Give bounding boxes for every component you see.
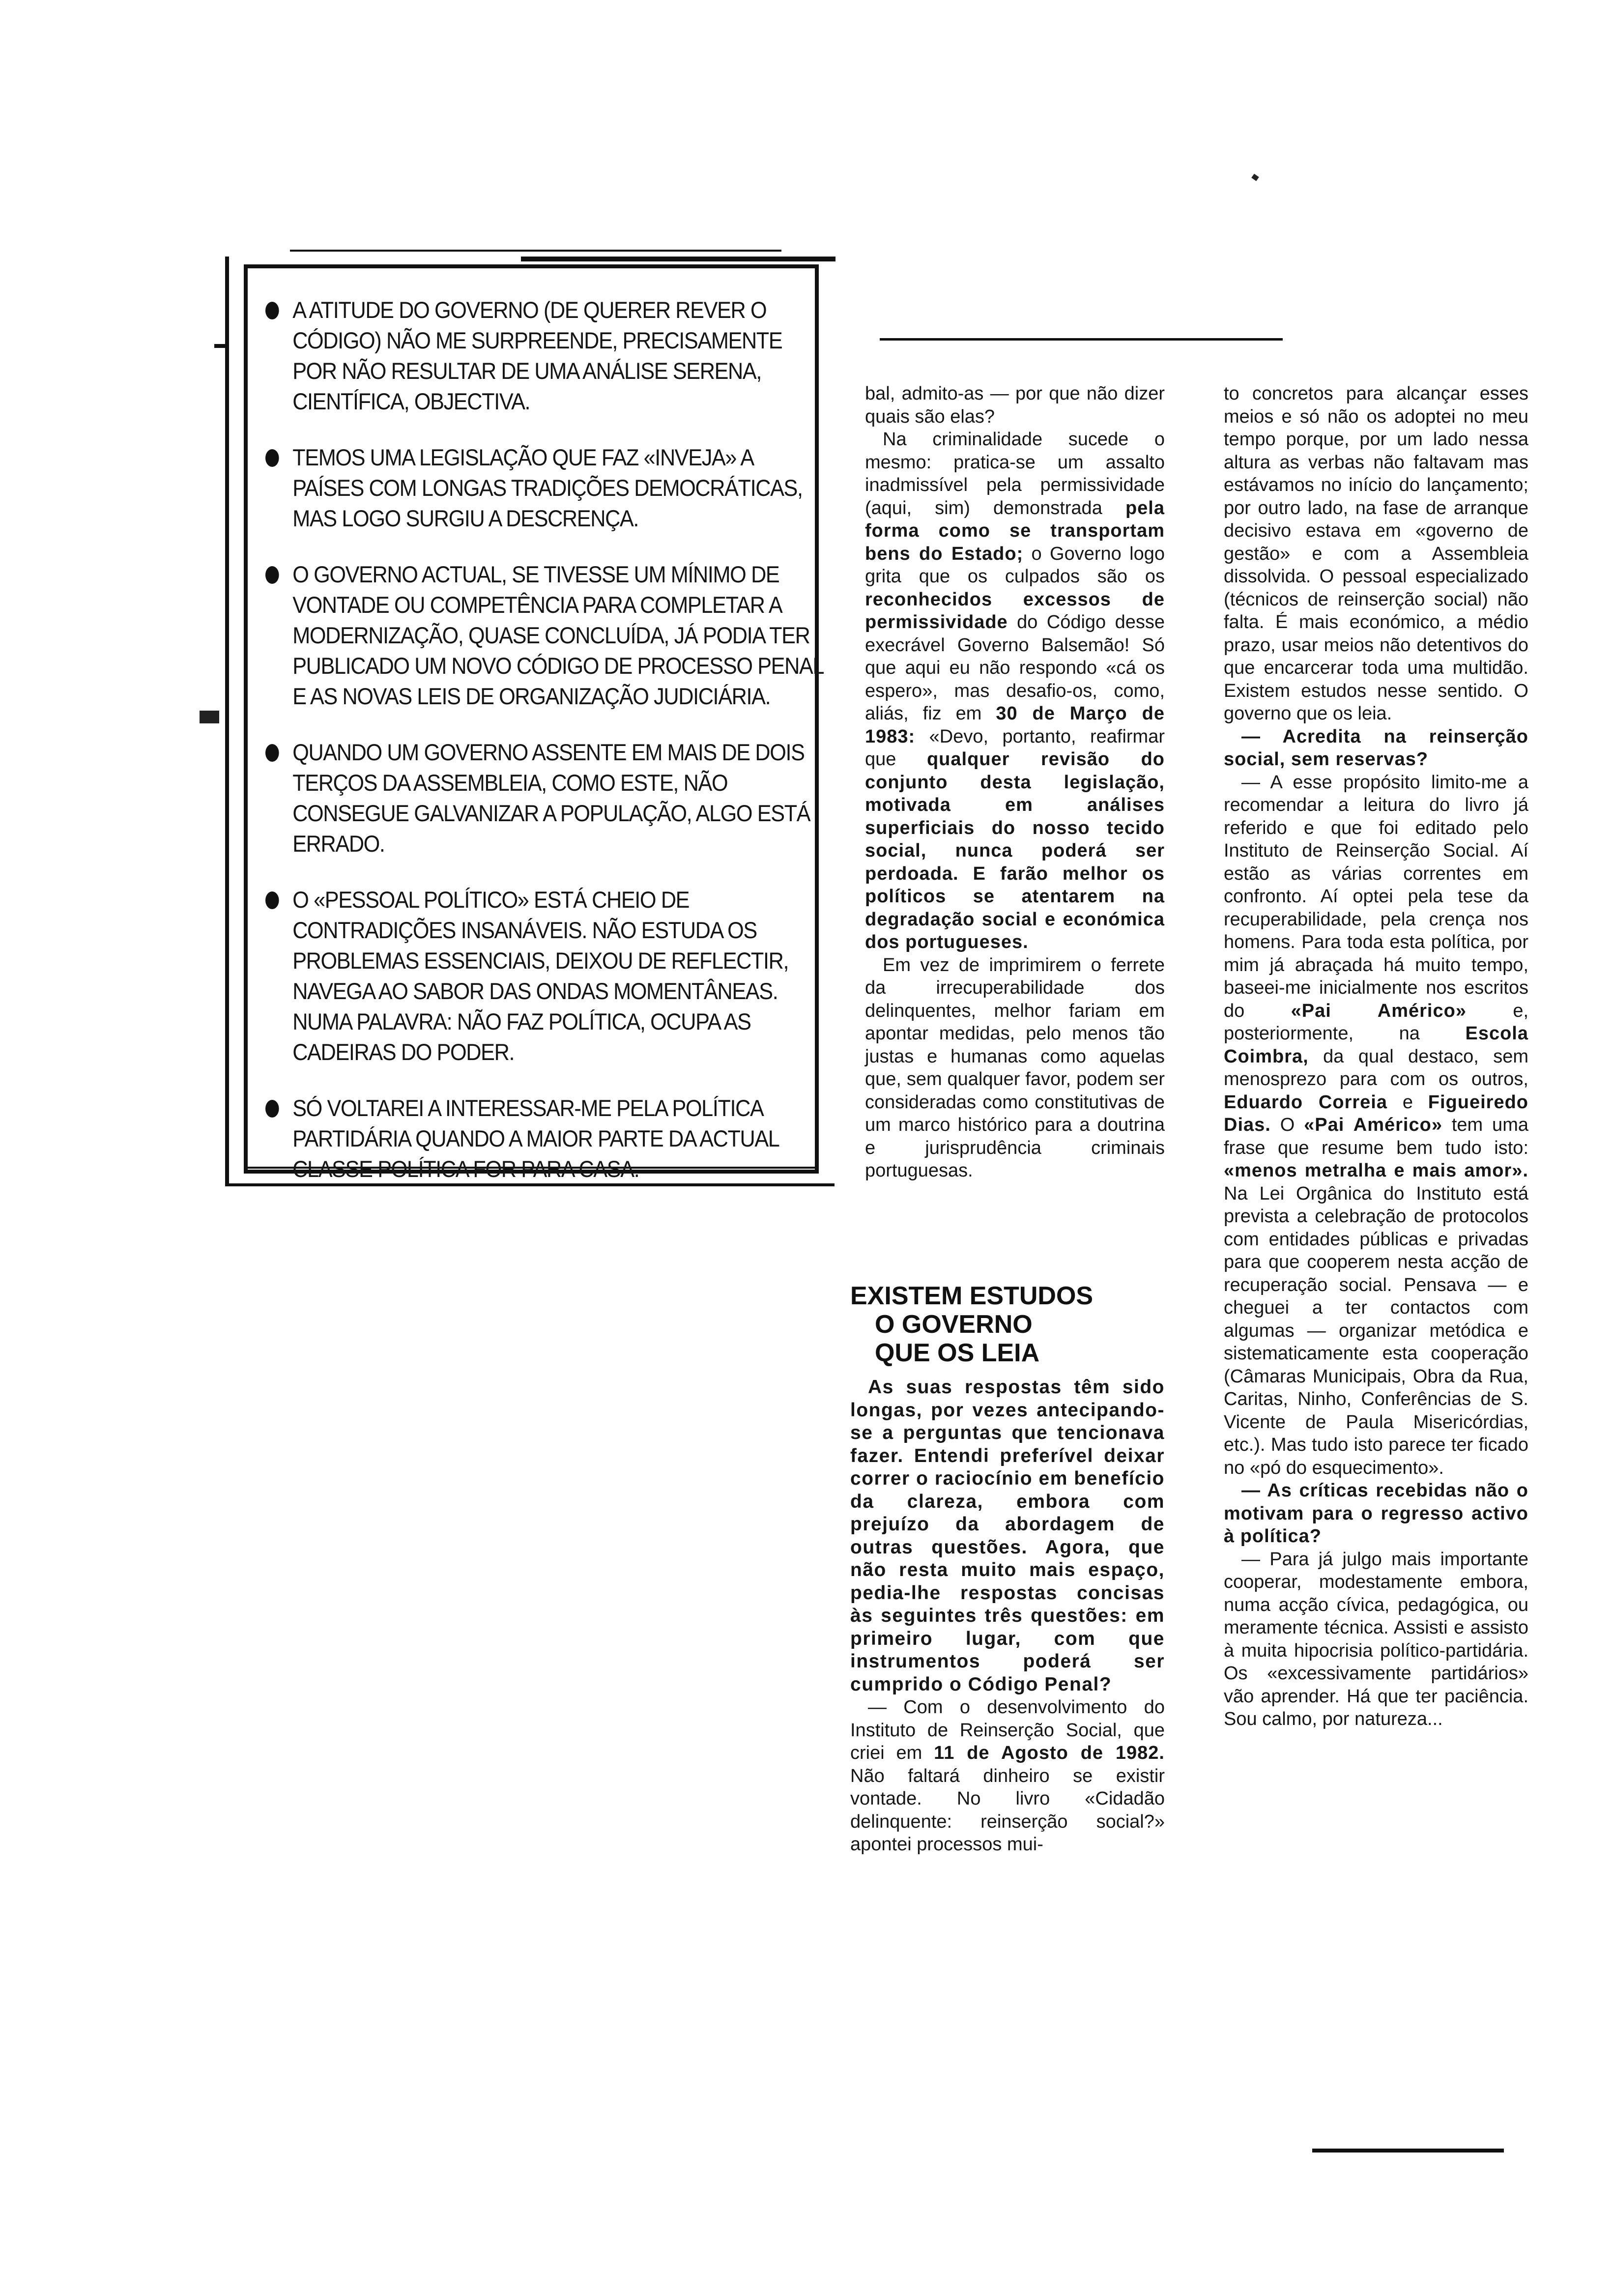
bold-run: — Acredita na reinserção social, sem reservas? <box>1224 726 1528 770</box>
text-run: O <box>1270 1115 1304 1135</box>
end-rule <box>1312 2149 1504 2152</box>
interview-answer <box>850 1696 1165 1856</box>
bullet-icon <box>265 891 279 909</box>
interview-answer: — Para já julgo mais importante cooperar, modestamente embora, numa acção cívica, pedagógica, ou meramente técnica. Assisti e assisto à muita hipocrisia político-partidária. Os «excessivamente partidários» vão aprender. Há que ter paciência. Sou calmo, por natureza... <box>1224 1549 1528 1729</box>
text-run: o Governo logo grita que os culpados são os <box>865 543 1165 587</box>
middle-column <box>865 382 1165 1182</box>
bold-run: qualquer revisão do conjunto desta legislação, motivada em análises superficiais do nosso tecido social, nunca poderá ser perdoada. E farão melhor os políticos se atentarem na degradação social e económica dos portugueses. <box>865 749 1165 952</box>
bold-run: «Pai Américo» <box>1291 1000 1467 1021</box>
interview-question: As suas respostas têm sido longas, por vezes antecipando-se a perguntas que tencionava fazer. Entendi preferível deixar correr o raciocínio em benefício da clareza, embora com prejuízo da abordagem de outras questões. Agora, que não resta muito mais espaço, pedia-lhe respostas concisas às seguintes três questões: em primeiro lugar, com que instrumentos poderá ser cumprido o Código Penal? <box>850 1377 1165 1695</box>
paragraph: bal, admito-as — por que não dizer quais são elas? <box>865 383 1165 427</box>
margin-mark <box>200 711 219 723</box>
text-run: da qual destaco, sem menosprezo para com os outros, <box>1224 1046 1528 1090</box>
top-rule-thick <box>521 257 835 261</box>
columns-top-rule <box>880 338 1283 341</box>
left-vertical-rule <box>225 257 229 1185</box>
quotes-list <box>265 295 823 1210</box>
text-run: e <box>1387 1091 1428 1113</box>
left-rule-tick <box>214 344 229 348</box>
right-column <box>1224 382 1528 1731</box>
bullet-icon <box>265 566 279 584</box>
ink-speck <box>1251 173 1259 181</box>
text-run: Na criminalidade sucede o mesmo: pratica-se um assalto inadmissível pela permissividade (aqui, sim) demonstrada <box>865 429 1165 518</box>
headline-line: O GOVERNO <box>875 1310 1033 1339</box>
bold-run: pela forma como se transportam bens do Estado; <box>865 497 1165 564</box>
interview-question <box>1224 725 1528 771</box>
bold-run: — As críticas recebidas não o motivam para o regresso activo à política? <box>1224 1480 1528 1547</box>
bullet-icon <box>265 744 279 762</box>
text-run: «Devo, portanto, reafirmar que <box>865 726 1165 770</box>
quote-text: TEMOS UMA LEGISLAÇÃO QUE FAZ «INVEJA» A PAÍSES COM LONGAS TRADIÇÕES DEMOCRÁTICAS, MAS LOGO SURGIU A DESCRENÇA. <box>292 444 803 531</box>
bullet-icon <box>265 1100 279 1118</box>
bold-run: «Pai Américo» <box>1304 1115 1442 1135</box>
text-run: tem uma frase que resume bem tudo isto: <box>1224 1115 1528 1158</box>
text-run: — A esse propósito limito-me a recomendar a leitura do livro já referido e que foi editado pelo Instituto de Reinserção Social. Aí estão as várias correntes em confronto. Aí optei pela tese da recuperabilidade, pela crença nos homens. Para toda esta política, por mim já abraçada há muito tempo, baseei-me inicialmente nos escritos do <box>1224 772 1528 1021</box>
quote-text: O «PESSOAL POLÍTICO» ESTÁ CHEIO DE CONTRADIÇÕES INSANÁVEIS. NÃO ESTUDA OS PROBLEMAS ESSENCIAIS, DEIXOU DE REFLECTIR, NAVEGA AO SABOR DAS ONDAS MOMENTÂNEAS. NUMA PALAVRA: NÃO FAZ POLÍTICA, OCUPA AS CADEIRAS DO PODER. <box>292 887 789 1065</box>
quote-text: O GOVERNO ACTUAL, SE TIVESSE UM MÍNIMO DE VONTADE OU COMPETÊNCIA PARA COMPLETAR A MODERNIZAÇÃO, QUASE CONCLUÍDA, JÁ PODIA TER PUBLICADO UM NOVO CÓDIGO DE PROCESSO PENAL E AS NOVAS LEIS DE ORGANIZAÇÃO JUDICIÁRIA. <box>292 561 823 709</box>
headline-line: EXISTEM ESTUDOS <box>850 1282 1094 1310</box>
text-run: do Código desse execrável Governo Balsemão! Só que aqui eu não respondo «cá os espero», mas desafio-os, como, aliás, fiz em <box>865 612 1165 724</box>
quote-text: QUANDO UM GOVERNO ASSENTE EM MAIS DE DOIS TERÇOS DA ASSEMBLEIA, COMO ESTE, NÃO CONSEGUE GALVANIZAR A POPULAÇÃO, ALGO ESTÁ ERRADO. <box>292 739 810 857</box>
bold-run: reconhecidos excessos de permissividade <box>865 589 1165 632</box>
top-rule-thin <box>290 250 781 252</box>
headline-line: QUE OS LEIA <box>875 1339 1040 1367</box>
bold-run: «menos metralha e mais amor». <box>1224 1160 1528 1181</box>
quote-item <box>265 442 826 534</box>
bullet-icon <box>265 302 279 319</box>
text-run: — Com o desenvolvimento do Instituto de Reinserção Social, que criei em <box>850 1697 1165 1763</box>
text-run: e, posteriormente, na <box>1224 1000 1529 1044</box>
quote-item <box>265 295 826 417</box>
bold-run: Escola Coimbra, <box>1224 1023 1528 1067</box>
quote-item <box>265 559 826 712</box>
quote-item <box>265 737 826 859</box>
quote-item <box>265 1093 826 1184</box>
interview-question <box>1224 1479 1528 1548</box>
bold-run: 30 de Março de 1983: <box>865 703 1165 747</box>
bullet-icon <box>265 449 279 467</box>
quote-item <box>265 885 826 1067</box>
interview-answer <box>1224 771 1528 1480</box>
paragraph <box>865 428 1165 954</box>
quote-text: SÓ VOLTAREI A INTERESSAR-ME PELA POLÍTICA PARTIDÁRIA QUANDO A MAIOR PARTE DA ACTUAL CLASSE POLÍTICA FOR PARA CASA. <box>292 1095 778 1182</box>
bold-run: Eduardo Correia <box>1224 1091 1387 1113</box>
paragraph: Em vez de imprimirem o ferrete da irrecuperabilidade dos delinquentes, melhor fariam em apontar medidas, pelo menos tão justas e humanas como aquelas que, sem qualquer favor, podem ser consideradas como constitutivas de um marco histórico para a doutrina e jurisprudência criminais portuguesas. <box>865 954 1165 1181</box>
paragraph: to concretos para alcançar esses meios e só não os adoptei no meu tempo porque, por um lado nessa altura as verbas não faltavam mas estávamos no início do lançamento; por outro lado, na fase de arranque decisivo estava em «governo de gestão» e com a Assembleia dissolvida. O pessoal especializado (técnicos de reinserção social) não falta. É mais económico, a médio prazo, usar meios não detentivos do que encarcerar toda uma multidão. Existem estudos nesse sentido. O governo que os leia. <box>1224 383 1528 724</box>
text-run: Na Lei Orgânica do Instituto está prevista a celebração de protocolos com entidades públicas e privadas para que cooperem nesta acção de recuperação social. Pensava — e cheguei a ter contactos com algumas — organizar metódica e sistematicamente esta cooperação (Câmaras Municipais, Obra da Rua, Caritas, Ninho, Conferências de S. Vicente de Paula Misericórdias, etc.). Mas tudo isto parece ter ficado no «pó do esquecimento». <box>1224 1183 1528 1478</box>
text-run: Não faltará dinheiro se existir vontade. No livro «Cidadão delinquente: reinserção social?» apontei processos mui- <box>850 1765 1165 1855</box>
bold-run: Figueiredo Dias. <box>1224 1091 1529 1135</box>
quote-text: A ATITUDE DO GOVERNO (DE QUERER REVER O CÓDIGO) NÃO ME SURPREENDE, PRECISAMENTE POR NÃO RESULTAR DE UMA ANÁLISE SERENA, CIENTÍFICA, OBJECTIVA. <box>292 297 782 414</box>
section-headline <box>850 1282 1155 1367</box>
lead-column <box>850 1376 1165 1856</box>
bold-run: 11 de Agosto de 1982. <box>934 1743 1165 1763</box>
